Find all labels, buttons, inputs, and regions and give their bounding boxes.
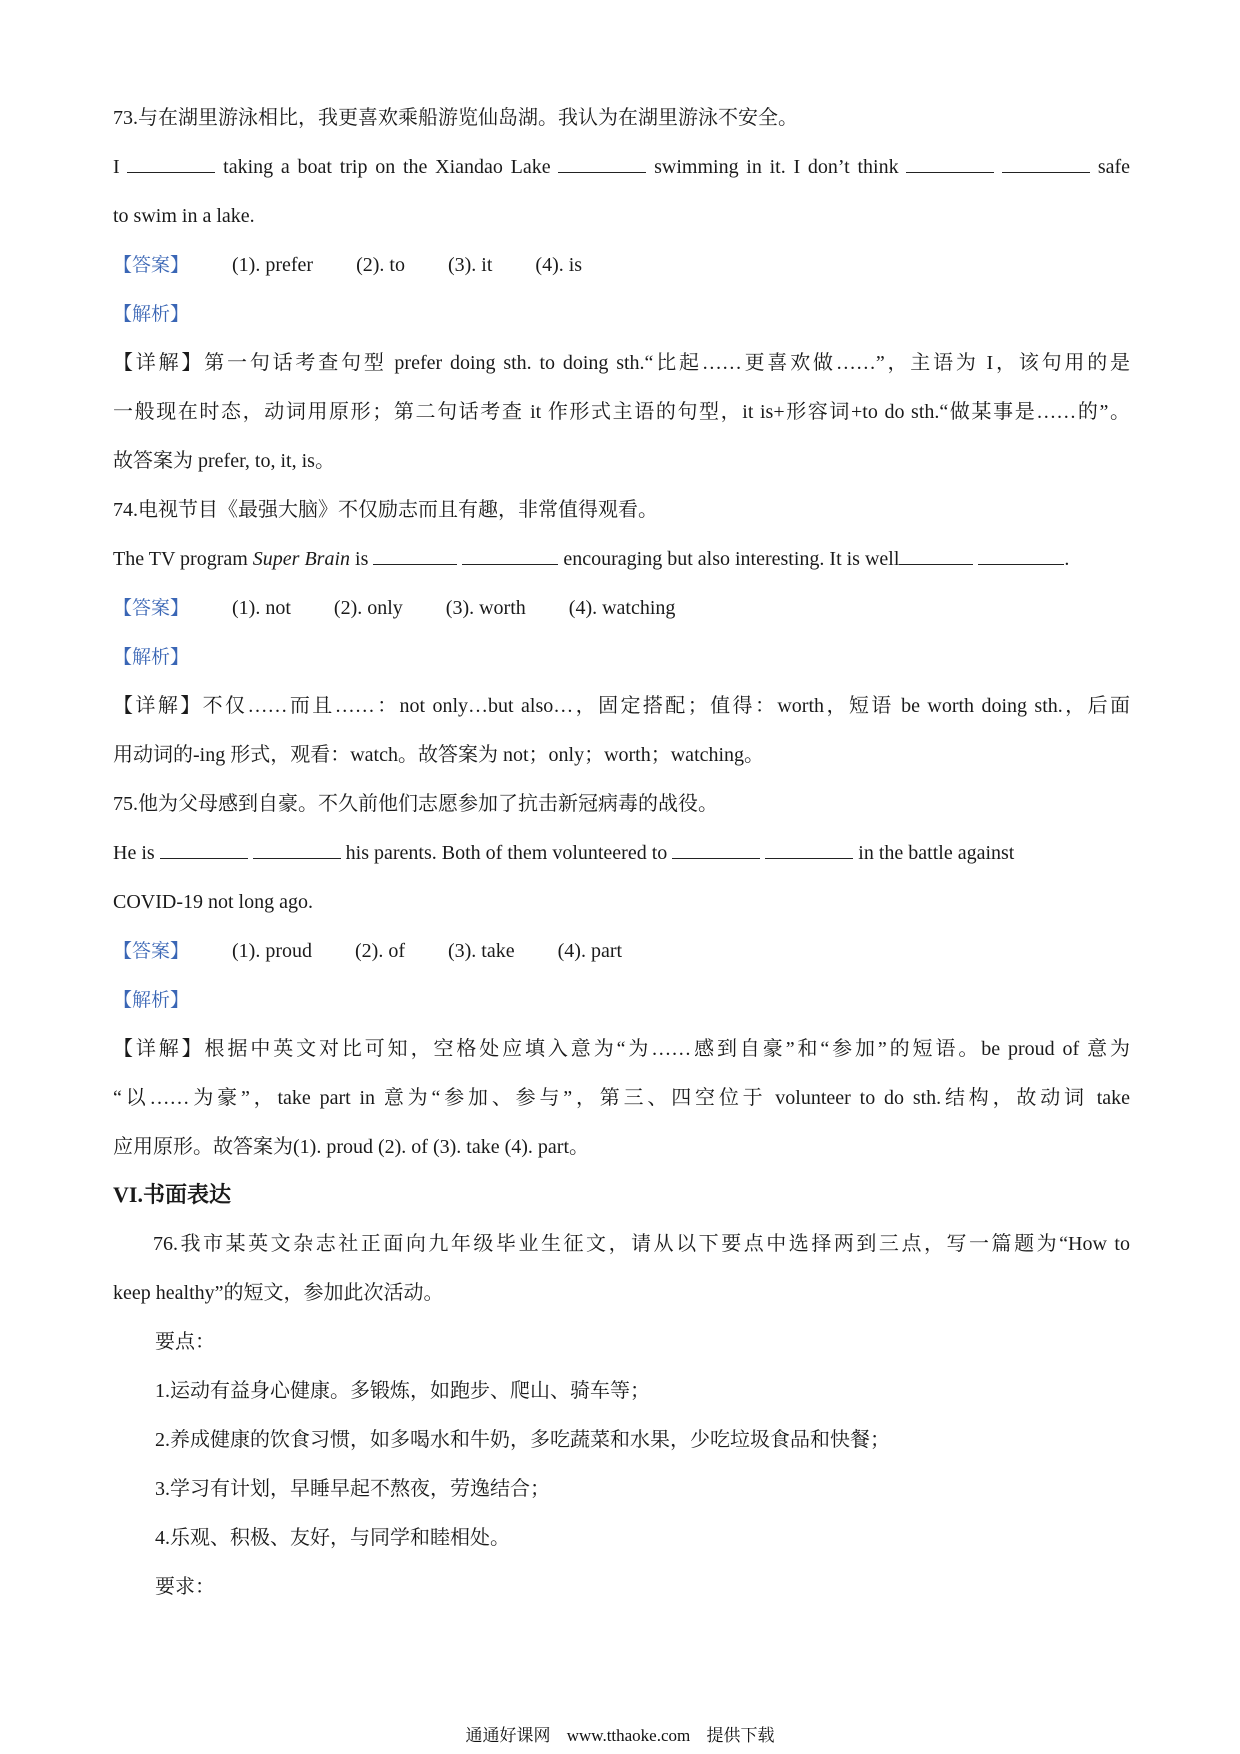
q74-text-1: The TV program (113, 548, 253, 570)
q74-text-2: is (350, 548, 369, 570)
q73-prompt: 73.与在湖里游泳相比，我更喜欢乘船游览仙岛湖。我认为在湖里游泳不安全。 (113, 107, 798, 129)
answer-tag: 【答案】 (113, 940, 190, 962)
q73-answer-3: (3). it (447, 254, 493, 276)
q74-answer-3: (3). worth (445, 597, 526, 619)
q75-sentence-line1 (113, 838, 1130, 868)
q73-answer-row (113, 250, 1130, 280)
q73-detail-line3: 故答案为 prefer, to, it, is。 (113, 450, 335, 472)
analysis-tag: 【解析】 (113, 646, 190, 668)
q73-answer-4: (4). is (535, 254, 583, 276)
point-4: 4.乐观、积极、友好，与同学和睦相处。 (155, 1527, 510, 1549)
q73-text-2: taking a boat trip on the Xiandao Lake (223, 156, 551, 178)
q74-blank-2[interactable] (462, 544, 558, 565)
q75-blank-2[interactable] (253, 838, 341, 859)
page-footer (0, 1726, 1240, 1746)
q74-answer-1: (1). not (232, 597, 291, 619)
q74-answer-4: (4). watching (568, 597, 676, 619)
points-label: 要点： (155, 1331, 215, 1353)
point-1: 1.运动有益身心健康。多锻炼，如跑步、爬山、骑车等； (155, 1380, 650, 1402)
q73-blank-4[interactable] (1002, 152, 1090, 173)
footer-note: 提供下载 (706, 1726, 775, 1745)
q74-blank-4[interactable] (978, 544, 1064, 565)
q74-blank-1[interactable] (373, 544, 457, 565)
q74-answer-2: (2). only (333, 597, 403, 619)
q74-blank-3[interactable] (899, 544, 973, 565)
q75-text-1: He is (113, 842, 155, 864)
q73-text-4: safe (1097, 156, 1131, 178)
q73-text-1: I (113, 156, 120, 178)
q73-sentence-line1 (113, 152, 1130, 182)
q75-answer-1: (1). proud (232, 940, 312, 962)
q75-blank-4[interactable] (765, 838, 853, 859)
section-heading: VI.书面表达 (113, 1182, 231, 1207)
q73-text-3: swimming in it. I don’t think (654, 156, 899, 178)
requirements-label: 要求： (155, 1576, 215, 1598)
q75-answer-row (113, 936, 1130, 966)
q75-text-2: his parents. Both of them volunteered to (345, 842, 668, 864)
q75-answer-4: (4). part (557, 940, 623, 962)
footer-url[interactable]: www.tthaoke.com (566, 1726, 691, 1745)
q75-answer-2: (2). of (355, 940, 405, 962)
q74-text-4: . (1064, 548, 1070, 570)
q75-detail-line3: 应用原形。故答案为(1). proud (2). of (3). take (4). part。 (113, 1136, 590, 1158)
footer-site-name: 通通好课网 (465, 1726, 551, 1745)
q75-answer-3: (3). take (447, 940, 515, 962)
q73-sentence-line2: to swim in a lake. (113, 205, 255, 227)
q73-answer-2: (2). to (356, 254, 405, 276)
q75-blank-1[interactable] (160, 838, 248, 859)
q75-prompt: 75.他为父母感到自豪。不久前他们志愿参加了抗击新冠病毒的战役。 (113, 793, 718, 815)
q74-detail-line2: 用动词的-ing 形式，观看：watch。故答案为 not；only；worth；watching。 (113, 744, 765, 766)
q76-line1: 76.我市某英文杂志社正面向九年级毕业生征文，请从以下要点中选择两到三点，写一篇题为“How to (153, 1233, 1130, 1255)
q75-detail-line2: “以……为豪”，take part in 意为“参加、参与”，第三、四空位于 volunteer to do sth.结构，故动词 take (113, 1087, 1130, 1109)
answer-tag: 【答案】 (113, 597, 190, 619)
q74-answer-row (113, 593, 1130, 623)
q74-sentence (113, 544, 1130, 574)
q75-text-3: in the battle against (858, 842, 1015, 864)
analysis-tag: 【解析】 (113, 989, 190, 1011)
analysis-tag: 【解析】 (113, 303, 190, 325)
q74-text-3: encouraging but also interesting. It is well (563, 548, 900, 570)
q73-blank-3[interactable] (906, 152, 994, 173)
q75-analysis-tag (113, 985, 1130, 1015)
q73-detail-line2: 一般现在时态，动词用原形；第二句话考查 it 作形式主语的句型，it is+形容词+to do sth.“做某事是……的”。 (113, 401, 1130, 423)
answer-tag: 【答案】 (113, 254, 190, 276)
q73-analysis-tag (113, 299, 1130, 329)
q73-answer-1: (1). prefer (232, 254, 314, 276)
q76-line2: keep healthy”的短文，参加此次活动。 (113, 1282, 444, 1304)
q75-sentence-line2: COVID-19 not long ago. (113, 891, 313, 913)
q73-blank-2[interactable] (558, 152, 646, 173)
q73-blank-1[interactable] (127, 152, 215, 173)
q75-blank-3[interactable] (672, 838, 760, 859)
q74-program-title: Super Brain (252, 548, 351, 570)
point-3: 3.学习有计划，早睡早起不熬夜，劳逸结合； (155, 1478, 550, 1500)
q74-analysis-tag (113, 642, 1130, 672)
point-2: 2.养成健康的饮食习惯，如多喝水和牛奶，多吃蔬菜和水果，少吃垃圾食品和快餐； (155, 1429, 890, 1451)
q74-detail-line1: 【详解】不仅……而且……：not only…but also…，固定搭配；值得：worth，短语 be worth doing sth.，后面 (113, 695, 1130, 717)
q74-prompt: 74.电视节目《最强大脑》不仅励志而且有趣，非常值得观看。 (113, 499, 658, 521)
q75-detail-line1: 【详解】根据中英文对比可知，空格处应填入意为“为……感到自豪”和“参加”的短语。be proud of 意为 (113, 1038, 1130, 1060)
q73-detail-line1: 【详解】第一句话考查句型 prefer doing sth. to doing sth.“比起……更喜欢做……”，主语为 I，该句用的是 (113, 352, 1130, 374)
